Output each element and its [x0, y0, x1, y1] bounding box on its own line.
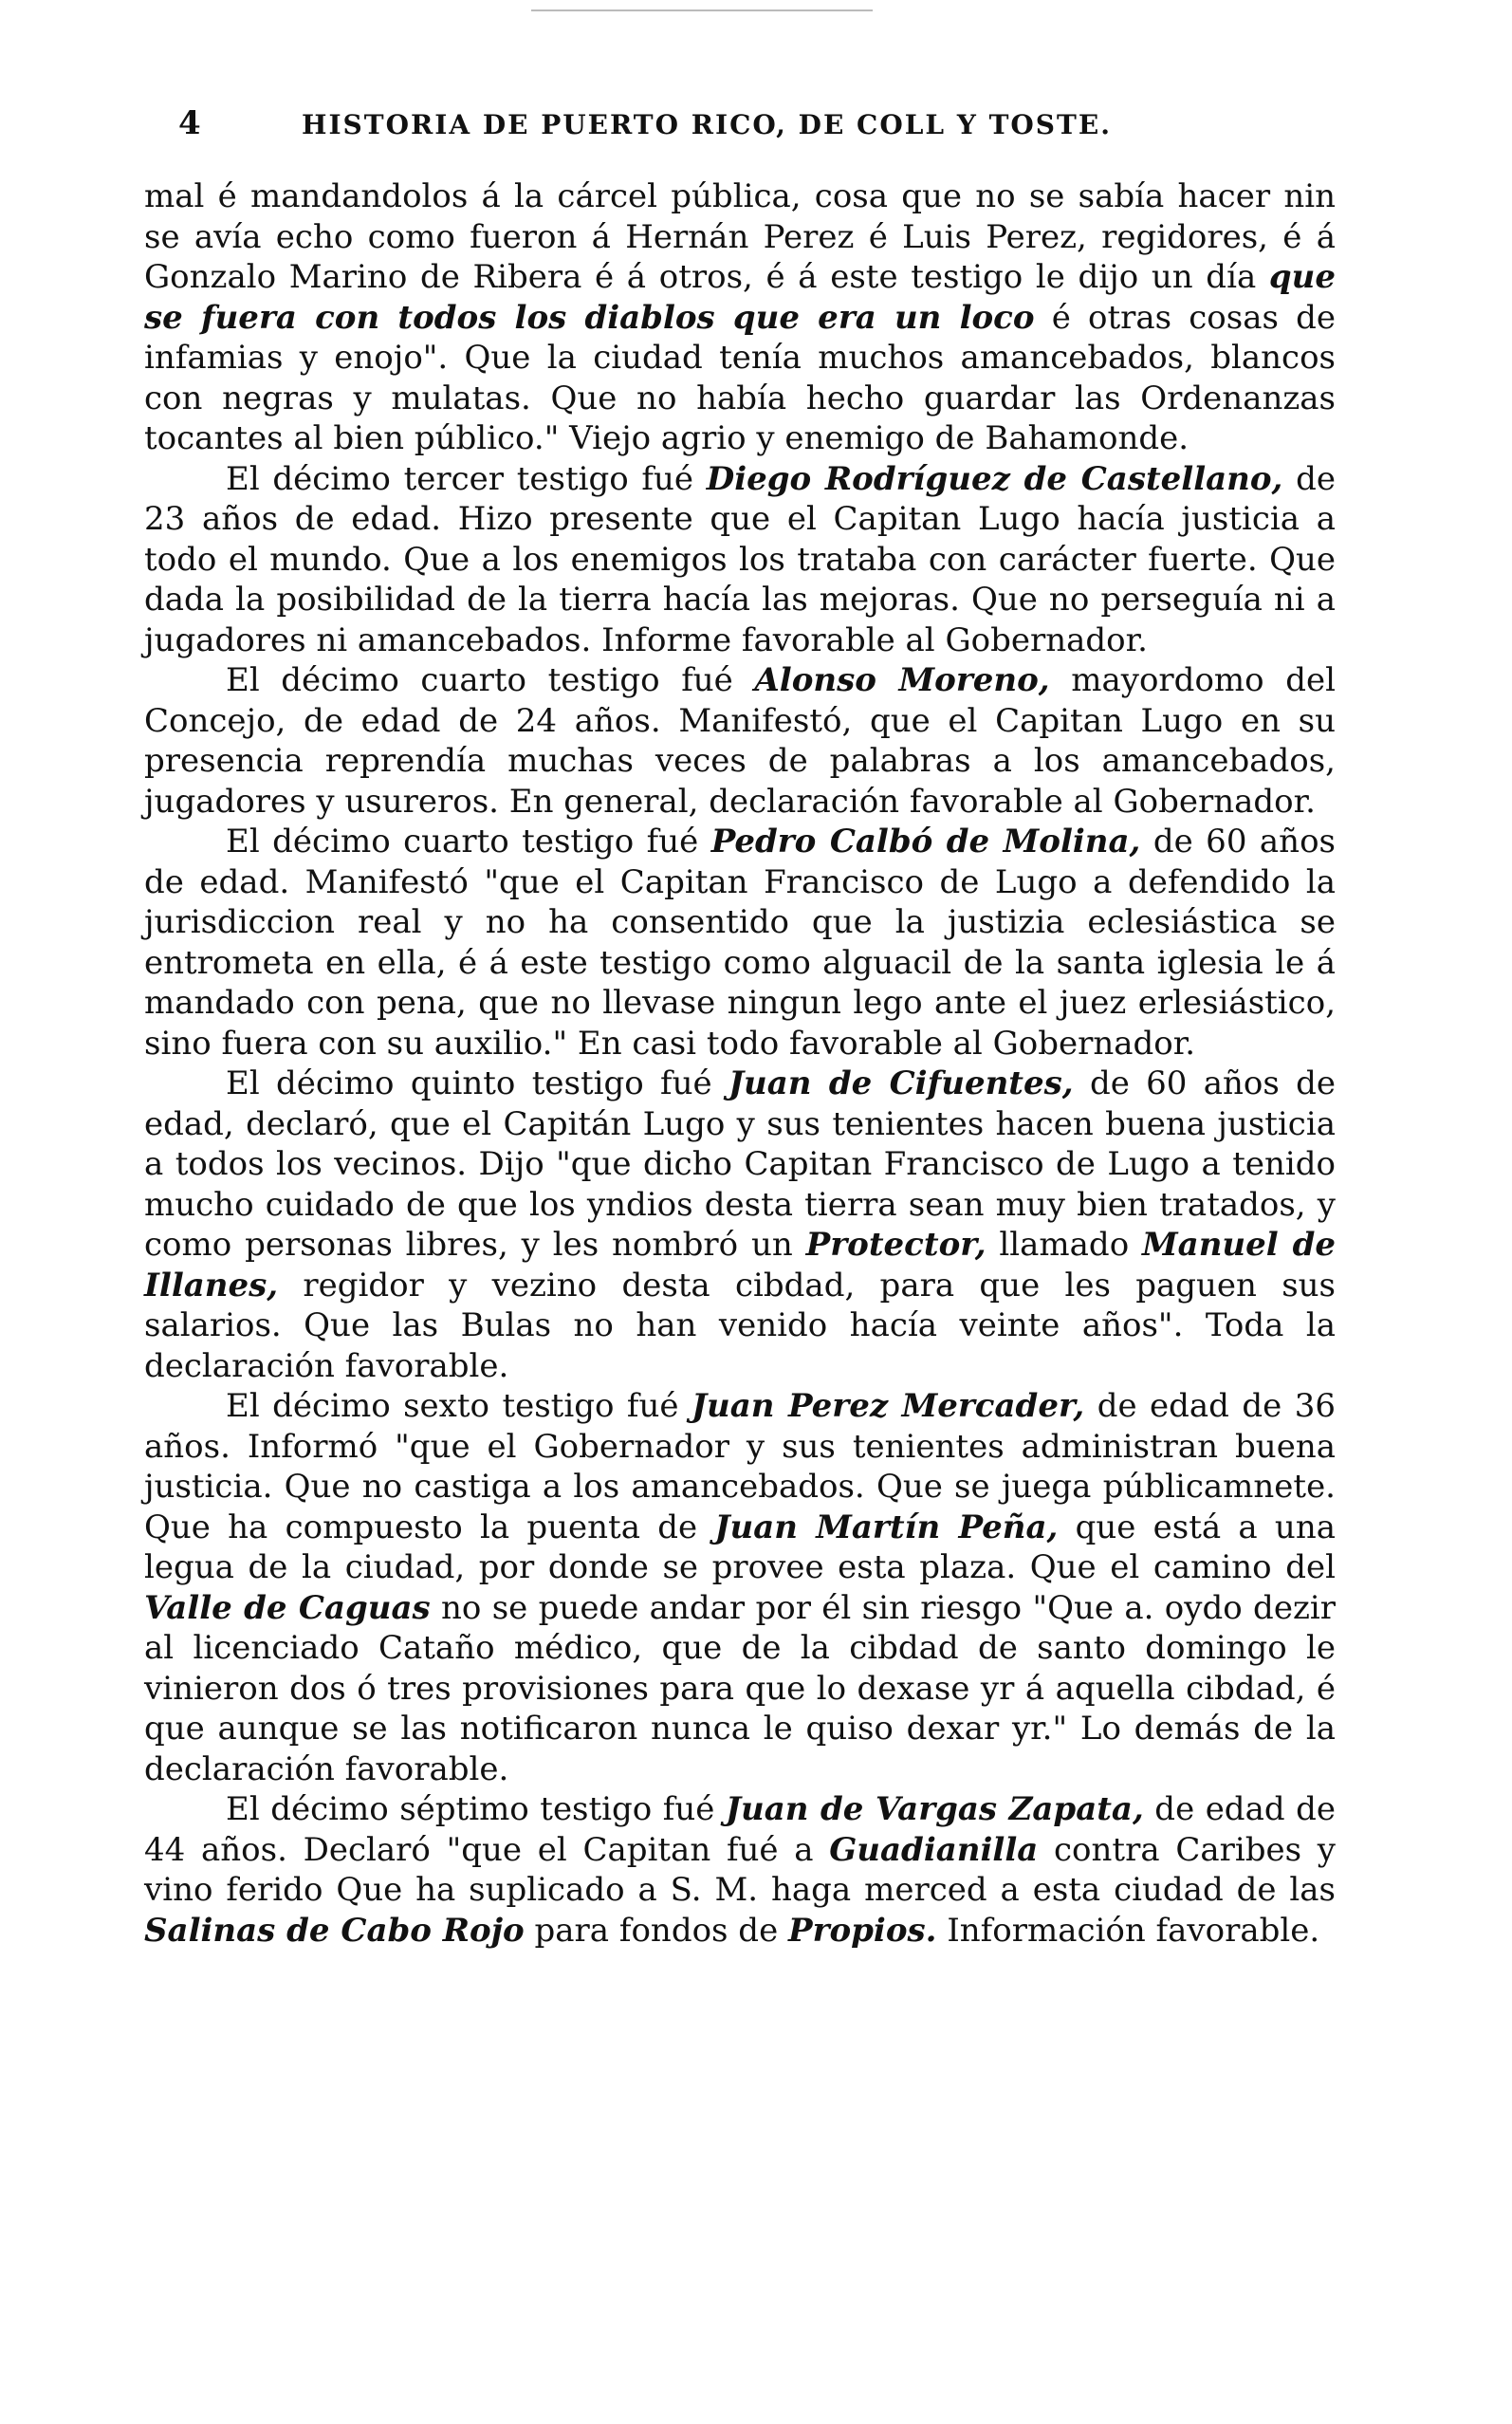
text-run: é otras cosas de infamias y enojo". Que la ciudad tenía muchos amancebados, blancos con negras y mulatas. Que no había hecho guardar las Ordenanzas tocantes al bien público." Viejo agrio y enemigo de Bahamonde. [144, 298, 1336, 457]
paragraph [144, 459, 1336, 661]
text-run: de 23 años de edad. Hizo presente que el Capitan Lugo hacía justicia a todo el mundo. Que a los enemigos los trataba con carácter fuerte. Que dada la posibilidad de la tierra hacía las mejoras. Que no perseguía ni a jugadores ni amancebados. Informe favorable al Gobernador. [144, 459, 1336, 659]
text-run: mayordomo del Concejo, de edad de 24 años. Manifestó, que el Capitan Lugo en su presencia reprendía muchas veces de palabras a los amancebados, jugadores y usureros. En general, declaración favorable al Gobernador. [144, 661, 1336, 821]
top-rule [531, 9, 873, 11]
paragraph [144, 1386, 1336, 1789]
text-run: de 60 años de edad, declaró, que el Capitán Lugo y sus tenientes hacen buena justicia a todos los vecinos. Dijo "que dicho Capitan Francisco de Lugo a tenido mucho cuidado de que los yndios desta tierra sean muy bien tratados, y como personas libres, y les nombró un [144, 1064, 1337, 1264]
text-run: de 60 años de edad. Manifestó "que el Capitan Francisco de Lugo a defendido la jurisdiccion real y no ha consentido que la justizia eclesiástica se entrometa en ella, é á este testigo como alguacil de la santa iglesia le á mandado con pena, que no llevase ningun lego ante el juez erlesiástico, sino fuera con su auxilio." En casi todo favorable al Gobernador. [144, 823, 1336, 1063]
text-run: de edad de 36 años. Informó "que el Gobernador y sus tenientes administran buena justicia. Que no castiga a los amancebados. Que se juega públicamnete. Que ha compuesto la puenta de [144, 1387, 1337, 1546]
running-head: HISTORIA DE PUERTO RICO, DE COLL Y TOSTE. [302, 109, 1112, 140]
text-run: mal é mandandolos á la cárcel pública, cosa que no se sabía hacer nin se avía echo como fueron á Hernán Perez é Luis Perez, regidores, é á Gonzalo Marino de Ribera é á otros, é á este testigo le dijo un día [144, 177, 1336, 296]
text-run: que está a una legua de la ciudad, por donde se provee esta plaza. Que el camino del [144, 1508, 1336, 1586]
paragraph [144, 822, 1336, 1064]
italic-name: Salinas de Cabo Rojo [144, 1911, 525, 1950]
text-run: llamado [986, 1226, 1143, 1264]
page-header [178, 104, 1345, 161]
text-run: contra Caribes y vino ferido Que ha suplicado a S. M. haga merced a esta ciudad de las [144, 1830, 1336, 1909]
paragraph [144, 1064, 1336, 1386]
italic-name: Manuel de Illanes, [144, 1226, 1337, 1305]
paragraph [144, 660, 1336, 822]
text-run: El décimo sexto testigo fué [226, 1387, 691, 1425]
italic-name: Juan Perez Mercader, [691, 1387, 1085, 1425]
italic-name: Diego Rodríguez de Castellano, [706, 459, 1283, 498]
italic-name: Protector, [805, 1226, 986, 1264]
paragraph [144, 1789, 1336, 1951]
page-number: 4 [178, 104, 201, 142]
italic-name: que se fuera con todos los diablos que era un loco [144, 258, 1336, 337]
italic-name: Valle de Caguas [144, 1588, 431, 1627]
italic-name: Alonso Moreno, [754, 661, 1050, 699]
body-text [144, 176, 1336, 1951]
text-run: El décimo séptimo testigo fué [226, 1790, 726, 1828]
text-run: Información favorable. [936, 1911, 1320, 1950]
text-run: El décimo tercer testigo fué [226, 459, 707, 498]
italic-name: Juan Martín Peña, [714, 1508, 1059, 1546]
text-run: no se puede andar por él sin riesgo "Que a. oydo dezir al licenciado Cataño médico, que de la cibdad de santo domingo le vinieron dos ó tres provisiones para que lo dexase yr á aquella cibdad, é que aunque se las notificaron nunca le quiso dexar yr." Lo demás de la declaración favorable. [144, 1588, 1336, 1788]
italic-name: Guadianilla [829, 1830, 1039, 1869]
text-run: El décimo cuarto testigo fué [226, 823, 711, 860]
paragraph [144, 176, 1336, 459]
italic-name: Pedro Calbó de Molina, [710, 823, 1141, 860]
text-run: para fondos de [524, 1911, 788, 1950]
italic-name: Juan de Vargas Zapata, [725, 1790, 1144, 1828]
text-run: de edad de 44 años. Declaró "que el Capitan fué a [144, 1790, 1336, 1869]
italic-name: Propios. [788, 1911, 937, 1950]
text-run: regidor y vezino desta cibdad, para que les paguen sus salarios. Que las Bulas no han venido hacía veinte años". Toda la declaración favorable. [144, 1266, 1336, 1385]
text-run: El décimo cuarto testigo fué [226, 661, 755, 699]
italic-name: Juan de Cifuentes, [728, 1064, 1074, 1102]
text-run: El décimo quinto testigo fué [226, 1064, 728, 1102]
